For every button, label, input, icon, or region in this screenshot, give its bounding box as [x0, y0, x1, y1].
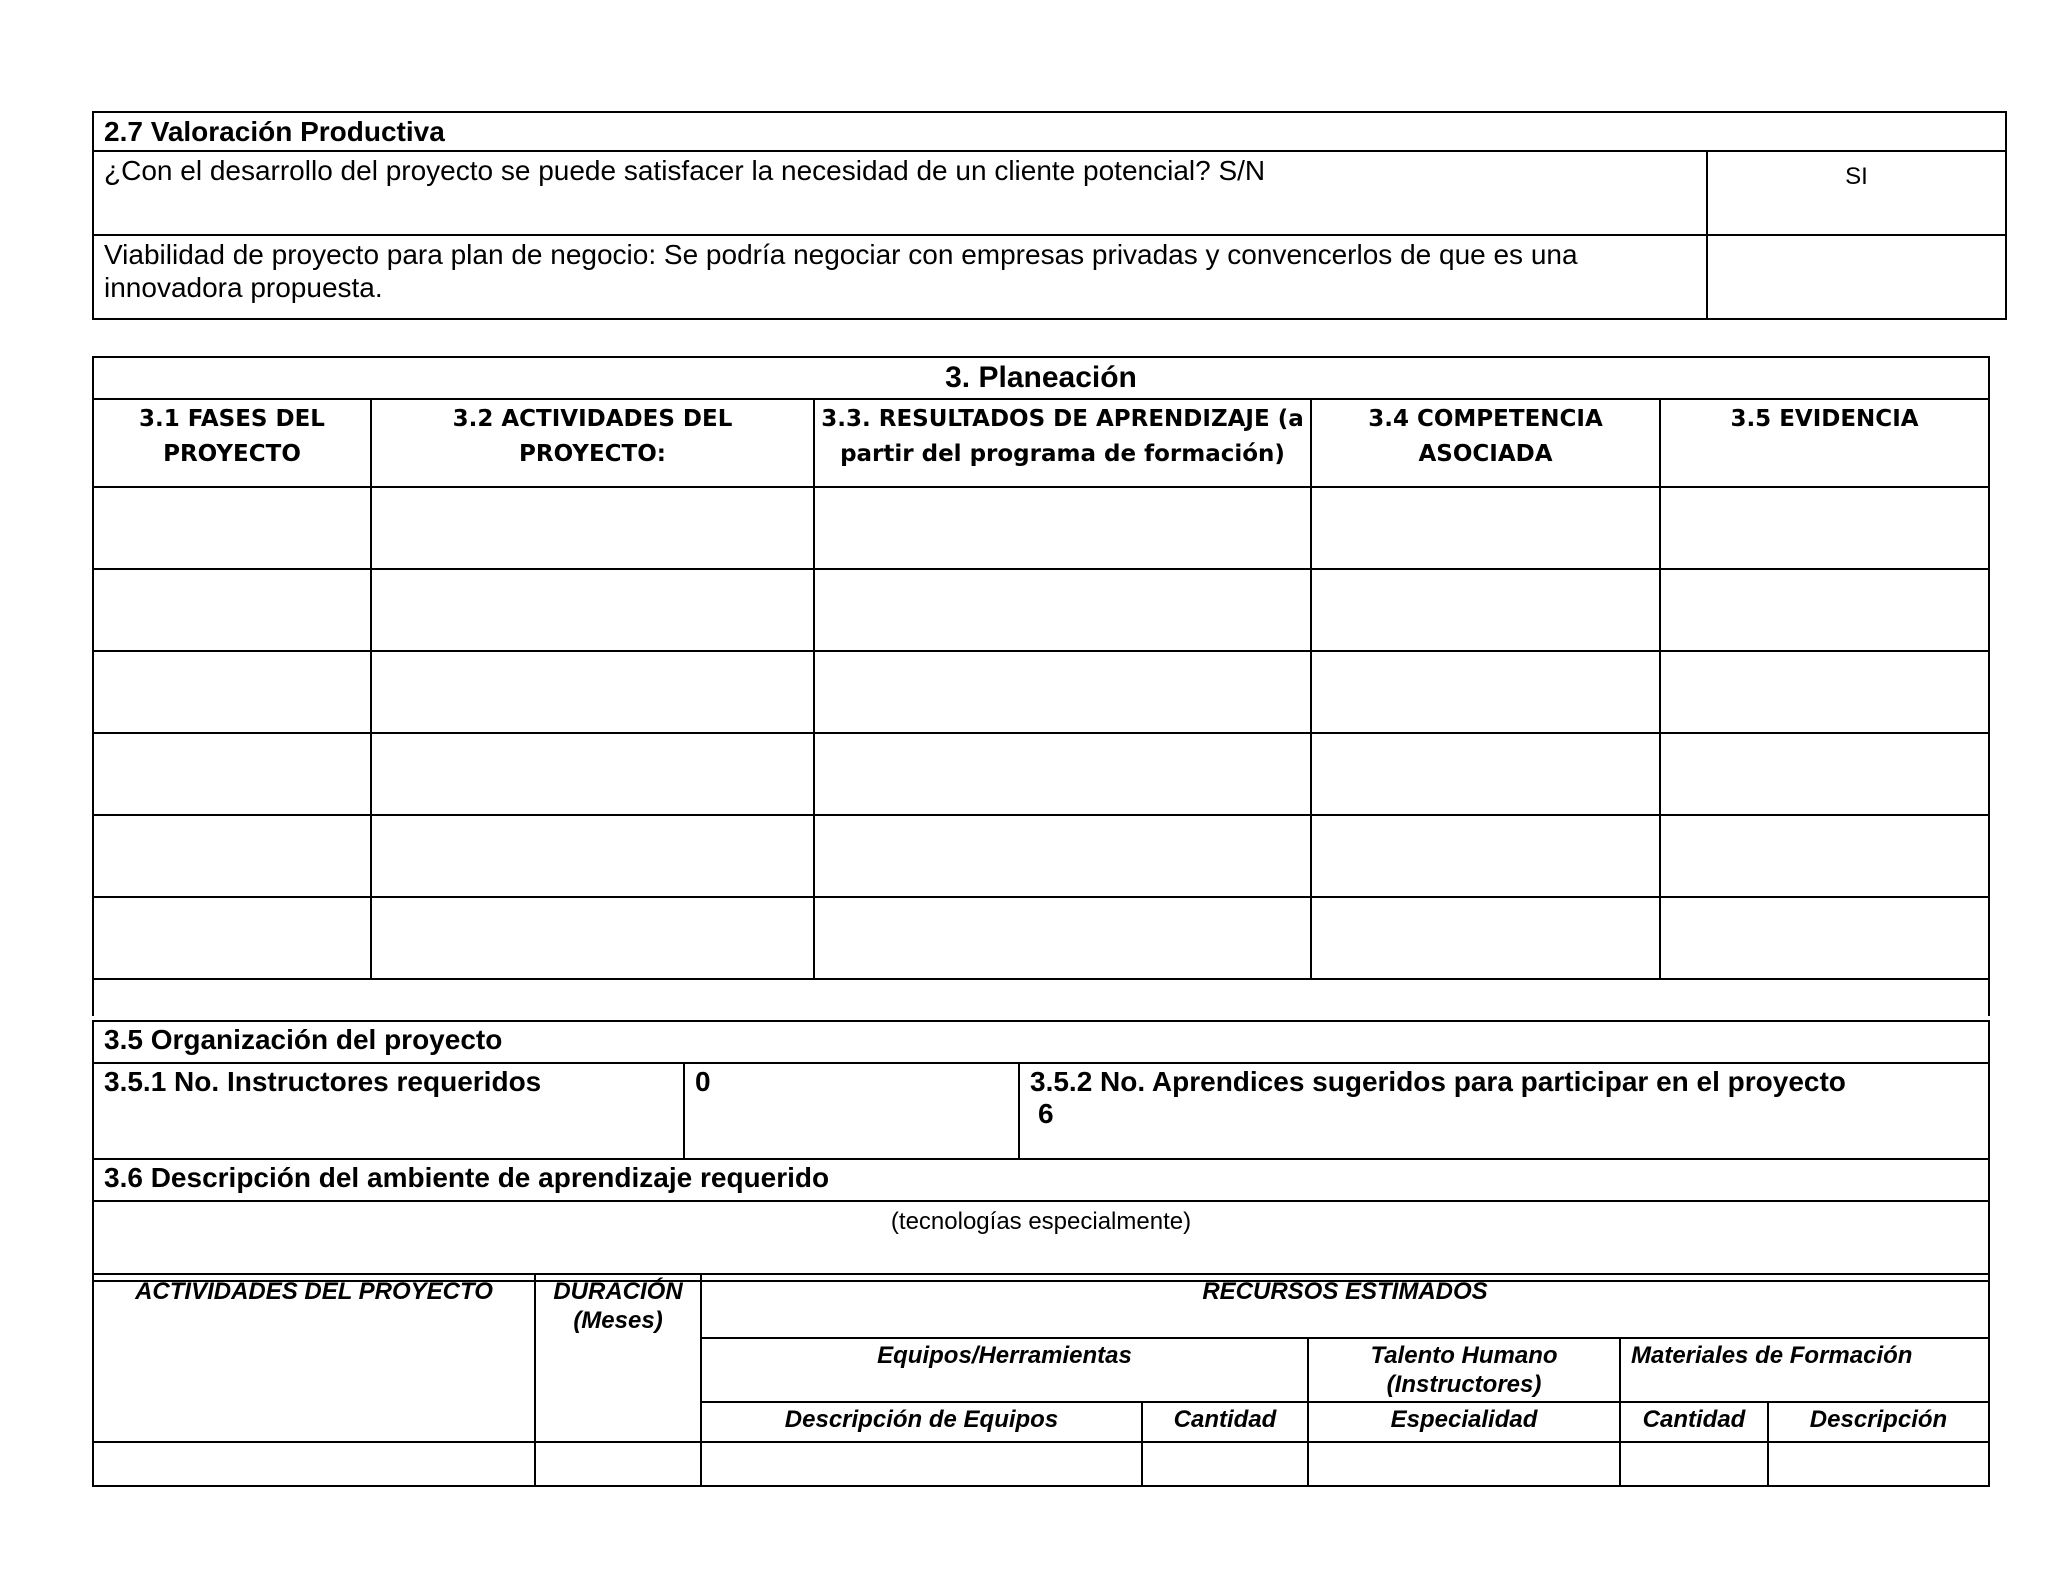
aprendices-value: 6 [1038, 1098, 1054, 1129]
table-cell[interactable] [93, 733, 371, 815]
header-cantidad-equipos: Cantidad [1142, 1402, 1308, 1442]
table-cell[interactable] [93, 569, 371, 651]
header-materiales-formacion: Materiales de Formación [1620, 1338, 1989, 1402]
header-resultados: 3.3. RESULTADOS DE APRENDIZAJE (a partir del programa de formación) [814, 399, 1311, 487]
table-cell[interactable] [1660, 651, 1989, 733]
header-cantidad-materiales: Cantidad [1620, 1402, 1768, 1442]
viabilidad-answer-cell[interactable] [1707, 235, 2006, 319]
table-cell[interactable] [93, 1442, 535, 1486]
valoracion-title: 2.7 Valoración Productiva [93, 112, 2006, 151]
table-row [93, 897, 1989, 979]
table-cell[interactable] [93, 487, 371, 569]
table-cell[interactable] [93, 897, 371, 979]
header-descripcion-equipos: Descripción de Equipos [701, 1402, 1142, 1442]
header-actividades-proyecto: ACTIVIDADES DEL PROYECTO [93, 1274, 535, 1442]
aprendices-cell[interactable] [1019, 1063, 1989, 1159]
table-row [93, 815, 1989, 897]
header-descripcion-materiales: Descripción [1768, 1402, 1989, 1442]
viabilidad-text: Viabilidad de proyecto para plan de negocio: Se podría negociar con empresas privadas y convencerlos de que es una innovadora propuesta. [93, 235, 1707, 319]
header-evidencia: 3.5 EVIDENCIA [1660, 399, 1989, 487]
cliente-potencial-answer[interactable]: SI [1707, 151, 2006, 235]
table-cell[interactable] [371, 733, 814, 815]
header-duracion: DURACIÓN (Meses) [535, 1274, 701, 1442]
organizacion-title: 3.5 Organización del proyecto [93, 1021, 1989, 1063]
ambiente-label: 3.6 Descripción del ambiente de aprendizaje requerido [93, 1159, 1989, 1201]
table-cell[interactable] [1311, 733, 1660, 815]
header-especialidad: Especialidad [1308, 1402, 1620, 1442]
instructores-label: 3.5.1 No. Instructores requeridos [93, 1063, 684, 1159]
table-cell[interactable] [701, 1442, 1142, 1486]
table-cell[interactable] [814, 733, 1311, 815]
table-cell[interactable] [814, 487, 1311, 569]
valoracion-productiva-table [92, 111, 2007, 320]
spacer-row [93, 979, 1989, 1016]
table-cell[interactable] [1311, 897, 1660, 979]
cliente-potencial-question: ¿Con el desarrollo del proyecto se puede satisfacer la necesidad de un cliente potencial? S/N [93, 151, 1707, 235]
table-cell[interactable] [1620, 1442, 1768, 1486]
table-cell[interactable] [1660, 733, 1989, 815]
header-fases: 3.1 FASES DEL PROYECTO [93, 399, 371, 487]
table-cell[interactable] [1660, 569, 1989, 651]
table-row [93, 733, 1989, 815]
table-cell[interactable] [1311, 487, 1660, 569]
spacer-cell [93, 979, 1989, 1016]
table-cell[interactable] [1311, 815, 1660, 897]
table-row [93, 569, 1989, 651]
table-cell[interactable] [371, 651, 814, 733]
header-equipos-herramientas: Equipos/Herramientas [701, 1338, 1308, 1402]
table-cell[interactable] [1142, 1442, 1308, 1486]
table-cell[interactable] [1660, 815, 1989, 897]
header-competencia: 3.4 COMPETENCIA ASOCIADA [1311, 399, 1660, 487]
table-cell[interactable] [814, 897, 1311, 979]
table-cell[interactable] [814, 651, 1311, 733]
table-cell[interactable] [371, 487, 814, 569]
table-row [93, 1442, 1989, 1486]
table-cell[interactable] [814, 815, 1311, 897]
table-cell[interactable] [1660, 897, 1989, 979]
table-row [93, 651, 1989, 733]
header-recursos-estimados: RECURSOS ESTIMADOS [701, 1274, 1989, 1338]
table-cell[interactable] [1311, 569, 1660, 651]
aprendices-label: 3.5.2 No. Aprendices sugeridos para participar en el proyecto [1030, 1066, 1846, 1097]
planeacion-title: 3. Planeación [93, 357, 1989, 399]
header-talento-humano: Talento Humano (Instructores) [1308, 1338, 1620, 1402]
header-actividades: 3.2 ACTIVIDADES DEL PROYECTO: [371, 399, 814, 487]
table-cell[interactable] [371, 569, 814, 651]
table-cell[interactable] [371, 815, 814, 897]
table-cell[interactable] [1768, 1442, 1989, 1486]
table-cell[interactable] [814, 569, 1311, 651]
table-cell[interactable] [1308, 1442, 1620, 1486]
instructores-value[interactable]: 0 [684, 1063, 1019, 1159]
table-cell[interactable] [1311, 651, 1660, 733]
table-cell[interactable] [371, 897, 814, 979]
recursos-table [92, 1273, 1990, 1487]
planeacion-table [92, 356, 1990, 1016]
table-cell[interactable] [535, 1442, 701, 1486]
table-row [93, 487, 1989, 569]
table-cell[interactable] [93, 651, 371, 733]
organizacion-table [92, 1020, 1990, 1282]
tecnologias-text[interactable]: (tecnologías especialmente) [93, 1201, 1989, 1281]
table-cell[interactable] [1660, 487, 1989, 569]
table-cell[interactable] [93, 815, 371, 897]
